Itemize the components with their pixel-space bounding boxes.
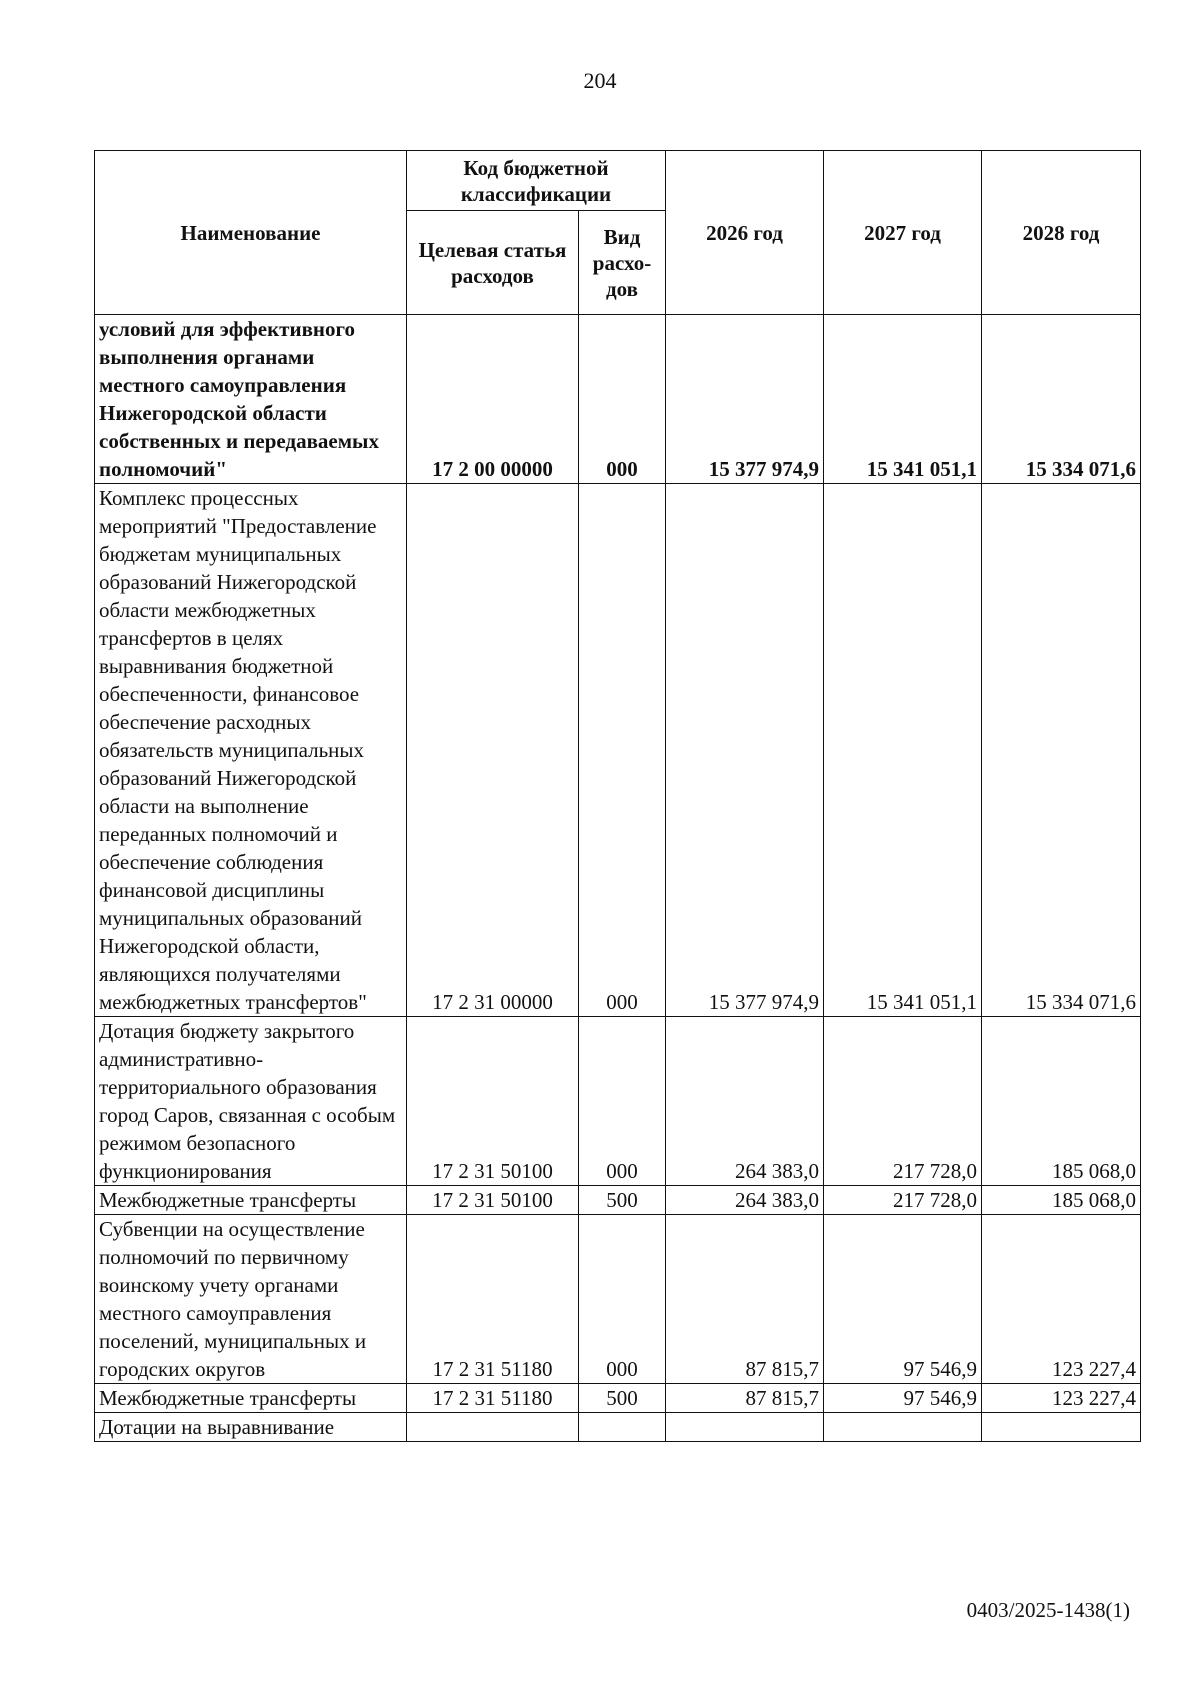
row-2028: 123 227,4 — [982, 1215, 1141, 1384]
row-2026: 87 815,7 — [666, 1384, 824, 1413]
table-row — [95, 1017, 1141, 1186]
row-kind: 000 — [579, 1017, 666, 1186]
row-2027 — [824, 1413, 982, 1442]
header-target-item: Целевая статья расходов — [407, 211, 579, 315]
row-2026: 15 377 974,9 — [666, 315, 824, 484]
row-name: условий для эффективного выполнения органами местного самоуправления Нижегородской области собственных и передаваемых полномочий" — [95, 315, 407, 484]
row-2028: 185 068,0 — [982, 1186, 1141, 1215]
row-name: Дотации на выравнивание — [95, 1413, 407, 1442]
table-row — [95, 484, 1141, 1017]
row-kind: 500 — [579, 1186, 666, 1215]
row-kind: 500 — [579, 1384, 666, 1413]
row-2027: 15 341 051,1 — [824, 484, 982, 1017]
row-code — [407, 1413, 579, 1442]
row-code: 17 2 31 50100 — [407, 1017, 579, 1186]
row-2026: 264 383,0 — [666, 1186, 824, 1215]
row-kind: 000 — [579, 484, 666, 1017]
budget-table — [94, 150, 1141, 1442]
table-row — [95, 1186, 1141, 1215]
table-row — [95, 1384, 1141, 1413]
row-name: Субвенции на осуществление полномочий по первичному воинскому учету органами местного самоуправления поселений, муниципальных и городских округов — [95, 1215, 407, 1384]
row-2027: 217 728,0 — [824, 1186, 982, 1215]
row-2028: 15 334 071,6 — [982, 315, 1141, 484]
table-row — [95, 1215, 1141, 1384]
row-code: 17 2 31 51180 — [407, 1215, 579, 1384]
row-2027: 97 546,9 — [824, 1215, 982, 1384]
header-name: Наименование — [95, 151, 407, 315]
row-kind: 000 — [579, 1215, 666, 1384]
row-code: 17 2 31 50100 — [407, 1186, 579, 1215]
row-2026 — [666, 1413, 824, 1442]
row-code: 17 2 00 00000 — [407, 315, 579, 484]
row-name: Дотация бюджету закрытого административно-территориального образования город Саров, связанная с особым режимом безопасного функционирования — [95, 1017, 407, 1186]
row-2028: 123 227,4 — [982, 1384, 1141, 1413]
header-2026: 2026 год — [666, 151, 824, 315]
row-name: Межбюджетные трансферты — [95, 1186, 407, 1215]
row-kind — [579, 1413, 666, 1442]
row-name: Комплекс процессных мероприятий "Предоставление бюджетам муниципальных образований Нижегородской области межбюджетных трансфертов в целях выравнивания бюджетной обеспеченности, финансовое обеспечение расходных обязательств муниципальных образований Нижегородской области на выполнение переданных полномочий и обеспечение соблюдения финансовой дисциплины муниципальных образований Нижегородской области, являющихся получателями межбюджетных трансфертов" — [95, 484, 407, 1017]
row-2026: 87 815,7 — [666, 1215, 824, 1384]
row-kind: 000 — [579, 315, 666, 484]
row-2027: 15 341 051,1 — [824, 315, 982, 484]
row-2026: 264 383,0 — [666, 1017, 824, 1186]
document-code: 0403/2025-1438(1) — [966, 1598, 1130, 1622]
row-2028: 185 068,0 — [982, 1017, 1141, 1186]
table-row — [95, 1413, 1141, 1442]
row-name: Межбюджетные трансферты — [95, 1384, 407, 1413]
row-2026: 15 377 974,9 — [666, 484, 824, 1017]
table-row — [95, 315, 1141, 484]
row-2027: 217 728,0 — [824, 1017, 982, 1186]
row-2028: 15 334 071,6 — [982, 484, 1141, 1017]
header-2027: 2027 год — [824, 151, 982, 315]
header-budget-code: Код бюджетной классификации — [407, 151, 666, 211]
page-number: 204 — [583, 68, 617, 93]
row-code: 17 2 31 00000 — [407, 484, 579, 1017]
row-2027: 97 546,9 — [824, 1384, 982, 1413]
row-2028 — [982, 1413, 1141, 1442]
row-code: 17 2 31 51180 — [407, 1384, 579, 1413]
header-expense-kind: Вид расхо-дов — [579, 211, 666, 315]
header-2028: 2028 год — [982, 151, 1141, 315]
